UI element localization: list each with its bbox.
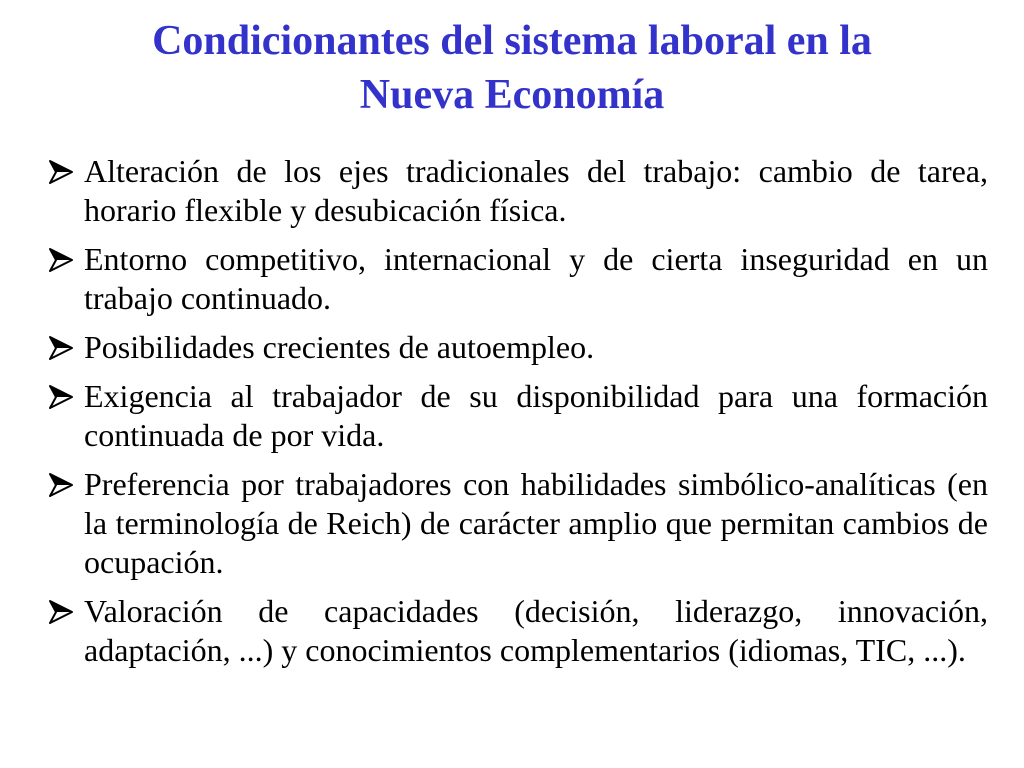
bullet-text: Valoración de capacidades (decisión, liderazgo, innovación, adaptación, ...) y conocimientos complementarios (idiomas, TIC, ...).: [84, 593, 988, 668]
arrow-right-icon: [46, 384, 76, 410]
slide-title-line-2: Nueva Economía: [359, 72, 665, 118]
bullet-item: [46, 152, 988, 230]
arrow-right-icon: [46, 335, 76, 361]
arrow-right-icon: [46, 159, 76, 185]
arrow-right-icon: [46, 472, 76, 498]
bullet-list: [46, 152, 988, 680]
slide-title-line-1: Condicionantes del sistema laboral en la: [152, 18, 872, 64]
bullet-item: [46, 465, 988, 582]
bullet-item: [46, 240, 988, 318]
bullet-text: Exigencia al trabajador de su disponibilidad para una formación continuada de por vida.: [84, 378, 988, 453]
bullet-item: [46, 377, 988, 455]
bullet-text: Preferencia por trabajadores con habilidades simbólico-analíticas (en la terminología de Reich) de carácter amplio que permitan cambios de ocupación.: [84, 466, 988, 580]
bullet-item: [46, 592, 988, 670]
bullet-text: Alteración de los ejes tradicionales del trabajo: cambio de tarea, horario flexible y desubicación física.: [84, 153, 988, 228]
slide-title: [40, 14, 984, 122]
arrow-right-icon: [46, 247, 76, 273]
bullet-item: [46, 328, 988, 367]
bullet-text: Entorno competitivo, internacional y de cierta inseguridad en un trabajo continuado.: [84, 241, 988, 316]
bullet-text: Posibilidades crecientes de autoempleo.: [84, 329, 595, 365]
arrow-right-icon: [46, 599, 76, 625]
